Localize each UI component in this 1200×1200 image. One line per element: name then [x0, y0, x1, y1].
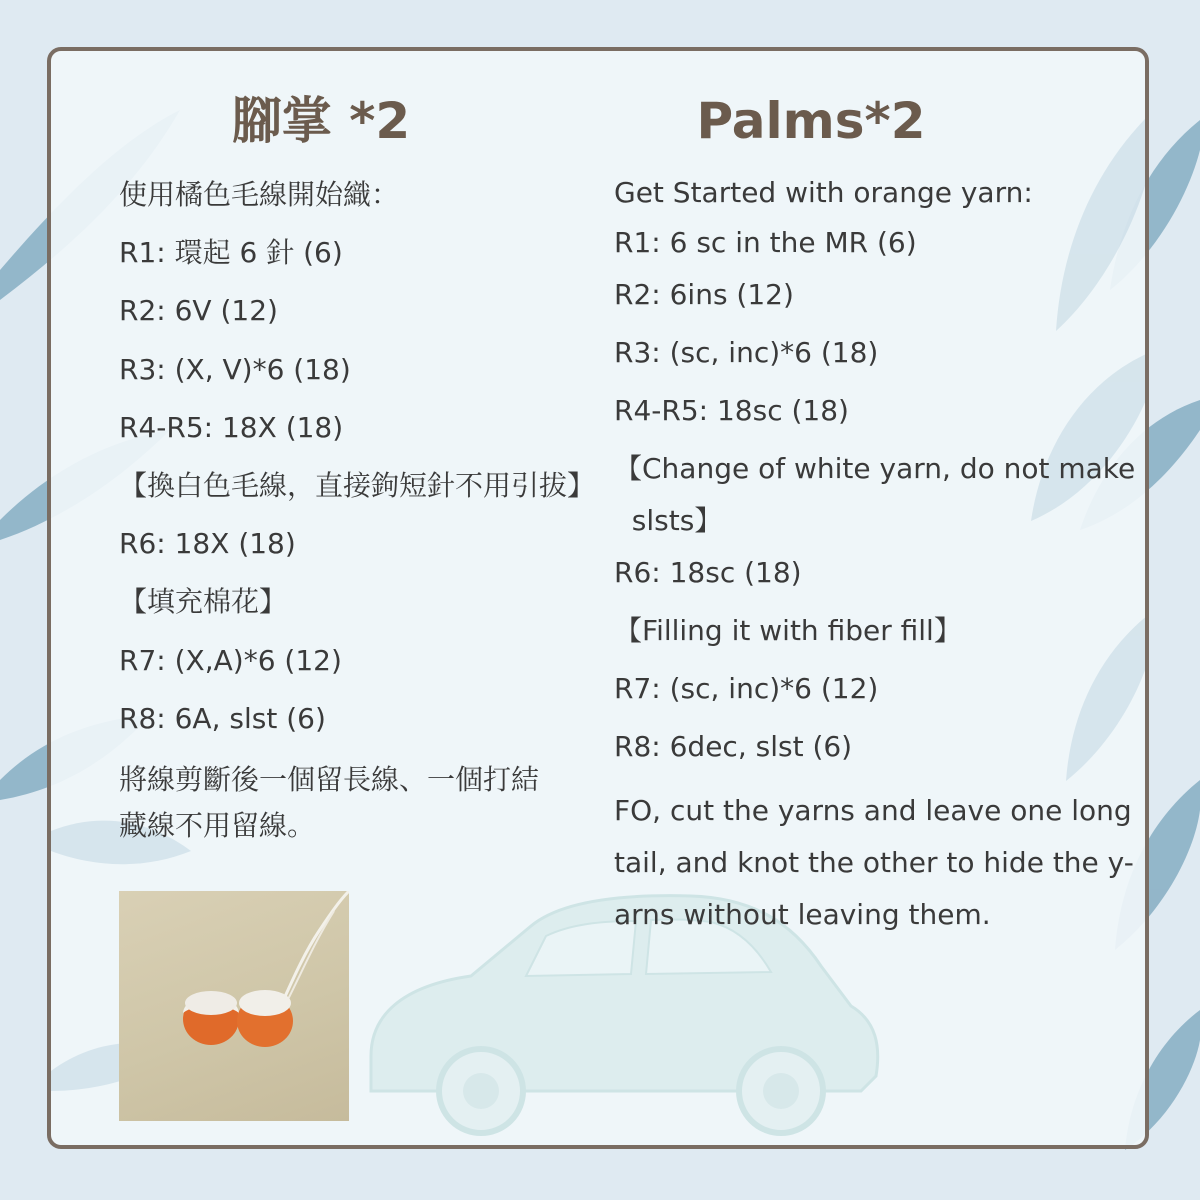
instruction-line: R7: (X,A)*6 (12)	[119, 643, 342, 677]
instruction-line: R1: 環起 6 針 (6)	[119, 236, 343, 270]
instruction-note: 【Filling it with fiber fill】	[614, 614, 962, 647]
closing-line: FO, cut the yarns and leave one long	[614, 794, 1132, 827]
instruction-note: 【填充棉花】	[119, 585, 288, 619]
closing-line: 將線剪斷後一個留長線、一個打結	[119, 762, 540, 796]
instruction-line: R3: (X, V)*6 (18)	[119, 352, 351, 386]
instructions-english	[614, 173, 1134, 941]
instruction-note: 【Change of white yarn, do not make	[614, 452, 1136, 485]
instruction-line: 使用橘色毛線開始織：	[119, 178, 400, 211]
closing-line: arns without leaving them.	[614, 898, 991, 931]
crochet-palms-photo	[119, 891, 349, 1121]
instructions-chinese	[119, 175, 599, 849]
instruction-note: 【換白色毛線，直接鉤短針不用引拔】	[119, 468, 596, 502]
instruction-line: R4-R5: 18sc (18)	[614, 394, 849, 427]
instruction-line: R6: 18X (18)	[119, 527, 296, 561]
closing-line: 藏線不用留線。	[119, 808, 316, 842]
instruction-line: R7: (sc, inc)*6 (12)	[614, 672, 879, 705]
instruction-line: R8: 6A, slst (6)	[119, 701, 326, 735]
instruction-line: R6: 18sc (18)	[614, 556, 802, 589]
instruction-line: R4-R5: 18X (18)	[119, 410, 344, 444]
instruction-line: Get Started with orange yarn:	[614, 176, 1033, 209]
title-english: Palms*2	[696, 92, 926, 150]
instruction-note: slsts】	[614, 504, 723, 537]
pattern-card	[47, 47, 1149, 1149]
closing-line: tail, and knot the other to hide the y-	[614, 846, 1134, 879]
instruction-line: R3: (sc, inc)*6 (18)	[614, 336, 879, 369]
instruction-line: R1: 6 sc in the MR (6)	[614, 226, 917, 259]
crochet-ball-left	[183, 991, 239, 1045]
instruction-line: R8: 6dec, slst (6)	[614, 730, 853, 763]
instruction-line: R2: 6ins (12)	[614, 278, 794, 311]
title-chinese: 腳掌 *2	[231, 92, 411, 150]
crochet-ball-right	[237, 990, 293, 1047]
instruction-line: R2: 6V (12)	[119, 294, 278, 328]
